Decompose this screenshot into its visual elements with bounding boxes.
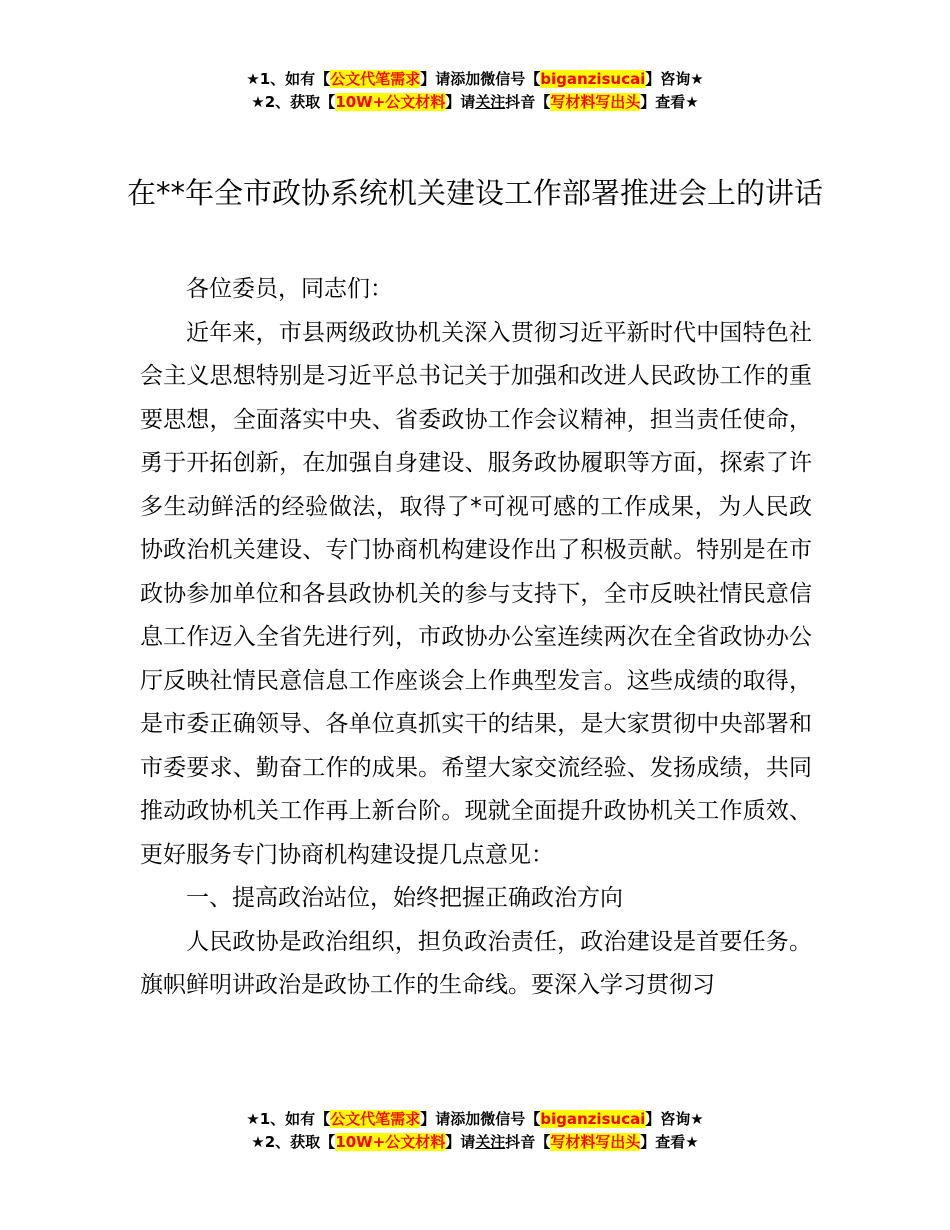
paragraph: 近年来，市县两级政协机关深入贯彻习近平新时代中国特色社会主义思想特别是习近平总书记关于加强和改进人民政协工作的重要思想，全面落实中央、省委政协工作会议精神，担当责任使命，勇于开拓创新，在加强自身建设、服务政协履职等方面，探索了许多生动鲜活的经验做法，取得了*可视可感的工作成果，为人民政协政治机关建设、专门协商机构建设作出了积极贡献。特别是在市政协参加单位和各县政协机关的参与支持下，全市反映社情民意信息工作迈入全省先进行列，市政协办公室连续两次在全省政协办公厅反映社情民意信息工作座谈会上作典型发言。这些成绩的取得，是市委正确领导、各单位真抓实干的结果，是大家贯彻中央部署和市委要求、勤奋工作的成果。希望大家交流经验、发扬成绩，共同推动政协机关工作再上新台阶。现就全面提升政协机关工作质效、更好服务专门协商机构建设提几点意见： xyxy=(140,319,812,868)
banner-text: 】查看★ xyxy=(640,93,699,111)
banner-highlight-wechat: biganzisucai xyxy=(540,70,646,88)
banner-underline: 关注 xyxy=(475,1133,506,1151)
banner-text: 】请添加微信号【 xyxy=(420,70,541,88)
banner-text: 】咨询★ xyxy=(645,1110,704,1128)
banner-text: ★2、获取【 xyxy=(251,1133,336,1151)
banner-highlight: 公文代笔需求 xyxy=(330,70,421,88)
banner-highlight-douyin: 写材料写出头 xyxy=(550,1133,641,1151)
banner-text: 抖音【 xyxy=(505,1133,551,1151)
document-body xyxy=(140,268,812,1008)
banner-line-1 xyxy=(0,1108,950,1131)
banner-line-2 xyxy=(0,1131,950,1154)
banner-text: 抖音【 xyxy=(505,93,551,111)
banner-text: 】请 xyxy=(445,1133,476,1151)
salutation: 各位委员，同志们： xyxy=(186,276,393,302)
banner-highlight-douyin: 写材料写出头 xyxy=(550,93,641,111)
banner-text: 】查看★ xyxy=(640,1133,699,1151)
banner-highlight-wechat: biganzisucai xyxy=(540,1110,646,1128)
banner-line-2 xyxy=(0,91,950,114)
banner-text: ★2、获取【 xyxy=(251,93,336,111)
section-heading: 一、提高政治站位，始终把握正确政治方向 xyxy=(186,885,623,911)
banner-text: ★1、如有【 xyxy=(246,1110,331,1128)
banner-text: 】咨询★ xyxy=(645,70,704,88)
banner-highlight: 公文代笔需求 xyxy=(330,1110,421,1128)
document-title: 在**年全市政协系统机关建设工作部署推进会上的讲话 xyxy=(126,176,823,210)
header-banner xyxy=(0,68,950,114)
banner-text: 】请添加微信号【 xyxy=(420,1110,541,1128)
paragraph: 人民政协是政治组织，担负政治责任，政治建设是首要任务。旗帜鲜明讲政治是政协工作的生命线。要深入学习贯彻习 xyxy=(140,928,812,998)
banner-text: ★1、如有【 xyxy=(246,70,331,88)
banner-highlight: 10W+公文材料 xyxy=(335,93,446,111)
banner-highlight: 10W+公文材料 xyxy=(335,1133,446,1151)
banner-text: 】请 xyxy=(445,93,476,111)
banner-line-1 xyxy=(0,68,950,91)
banner-underline: 关注 xyxy=(475,93,506,111)
footer-banner xyxy=(0,1108,950,1154)
